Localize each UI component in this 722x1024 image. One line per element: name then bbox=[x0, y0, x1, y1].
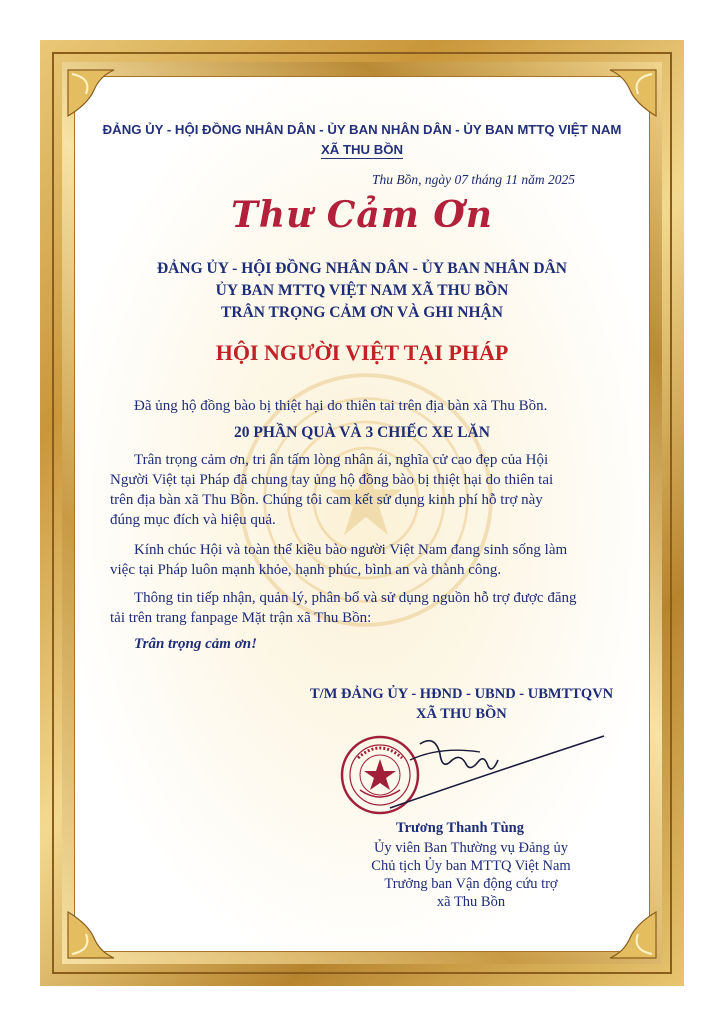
signer-position-line: Trưởng ban Vận động cứu trợ bbox=[384, 876, 558, 892]
corner-ornament-icon bbox=[606, 908, 660, 962]
signer-position-line: xã Thu Bồn bbox=[436, 894, 506, 910]
closing-thanks: Trân trọng cảm ơn! bbox=[134, 636, 257, 652]
gift-description: 20 PHẦN QUÀ VÀ 3 CHIẾC XE LĂN bbox=[234, 424, 490, 441]
body-paragraph-2-line: trên địa bàn xã Thu Bồn. Chúng tôi cam kết sử dụng kinh phí hỗ trợ này bbox=[110, 492, 543, 508]
handwritten-signature-icon bbox=[380, 724, 610, 824]
body-paragraph-3-line: Kính chúc Hội và toàn thể kiều bào người Việt Nam đang sinh sống làm bbox=[134, 542, 568, 558]
on-behalf-line-2: XÃ THU BỒN bbox=[416, 706, 507, 722]
issue-date: Thu Bồn, ngày 07 tháng 11 năm 2025 bbox=[372, 172, 575, 187]
body-paragraph-2-line: đúng mục đích và hiệu quả. bbox=[110, 512, 276, 528]
letter-title: Thư Cảm Ơn bbox=[231, 194, 493, 236]
signer-position-line: Ủy viên Ban Thường vụ Đảng ủy bbox=[373, 840, 569, 856]
header-line-1: ĐẢNG ỦY - HỘI ĐỒNG NHÂN DÂN - ỦY BAN NHÂN DÂN - ỦY BAN MTTQ VIỆT NAM bbox=[102, 122, 622, 137]
body-paragraph-2-line: Người Việt tại Pháp đã chung tay ủng hộ đồng bào bị thiệt hại do thiên tai bbox=[110, 472, 554, 488]
recipient-name: HỘI NGƯỜI VIỆT TẠI PHÁP bbox=[215, 340, 509, 365]
organization-line-2: ỦY BAN MTTQ VIỆT NAM XÃ THU BỒN bbox=[215, 282, 509, 299]
organization-line-3: TRÂN TRỌNG CẢM ƠN VÀ GHI NHẬN bbox=[221, 304, 503, 321]
corner-ornament-icon bbox=[64, 908, 118, 962]
signer-position-line: Chủ tịch Ủy ban MTTQ Việt Nam bbox=[371, 858, 571, 874]
body-paragraph-2-line: Trân trọng cảm ơn, tri ân tấm lòng nhân ái, nghĩa cử cao đẹp của Hội bbox=[134, 452, 549, 468]
header-commune: XÃ THU BỒN bbox=[320, 142, 404, 157]
organization-line-1: ĐẢNG ỦY - HỘI ĐỒNG NHÂN DÂN - ỦY BAN NHÂN DÂN bbox=[156, 260, 568, 277]
body-paragraph-1: Đã ủng hộ đồng bào bị thiệt hại do thiên tai trên địa bàn xã Thu Bồn. bbox=[134, 398, 548, 414]
on-behalf-line-1: T/M ĐẢNG ỦY - HĐND - UBND - UBMTTQVN bbox=[310, 686, 614, 702]
corner-ornament-icon bbox=[64, 66, 118, 120]
body-paragraph-3-line: việc tại Pháp luôn mạnh khỏe, hạnh phúc, bình an và thành công. bbox=[110, 562, 502, 578]
signer-name: Trương Thanh Tùng bbox=[396, 820, 524, 836]
header-line-2 bbox=[74, 142, 650, 157]
body-paragraph-4-line: tải trên trang fanpage Mặt trận xã Thu Bồn: bbox=[110, 610, 372, 626]
body-paragraph-4-line: Thông tin tiếp nhận, quản lý, phân bổ và sử dụng nguồn hỗ trợ được đăng bbox=[134, 590, 577, 606]
corner-ornament-icon bbox=[606, 66, 660, 120]
